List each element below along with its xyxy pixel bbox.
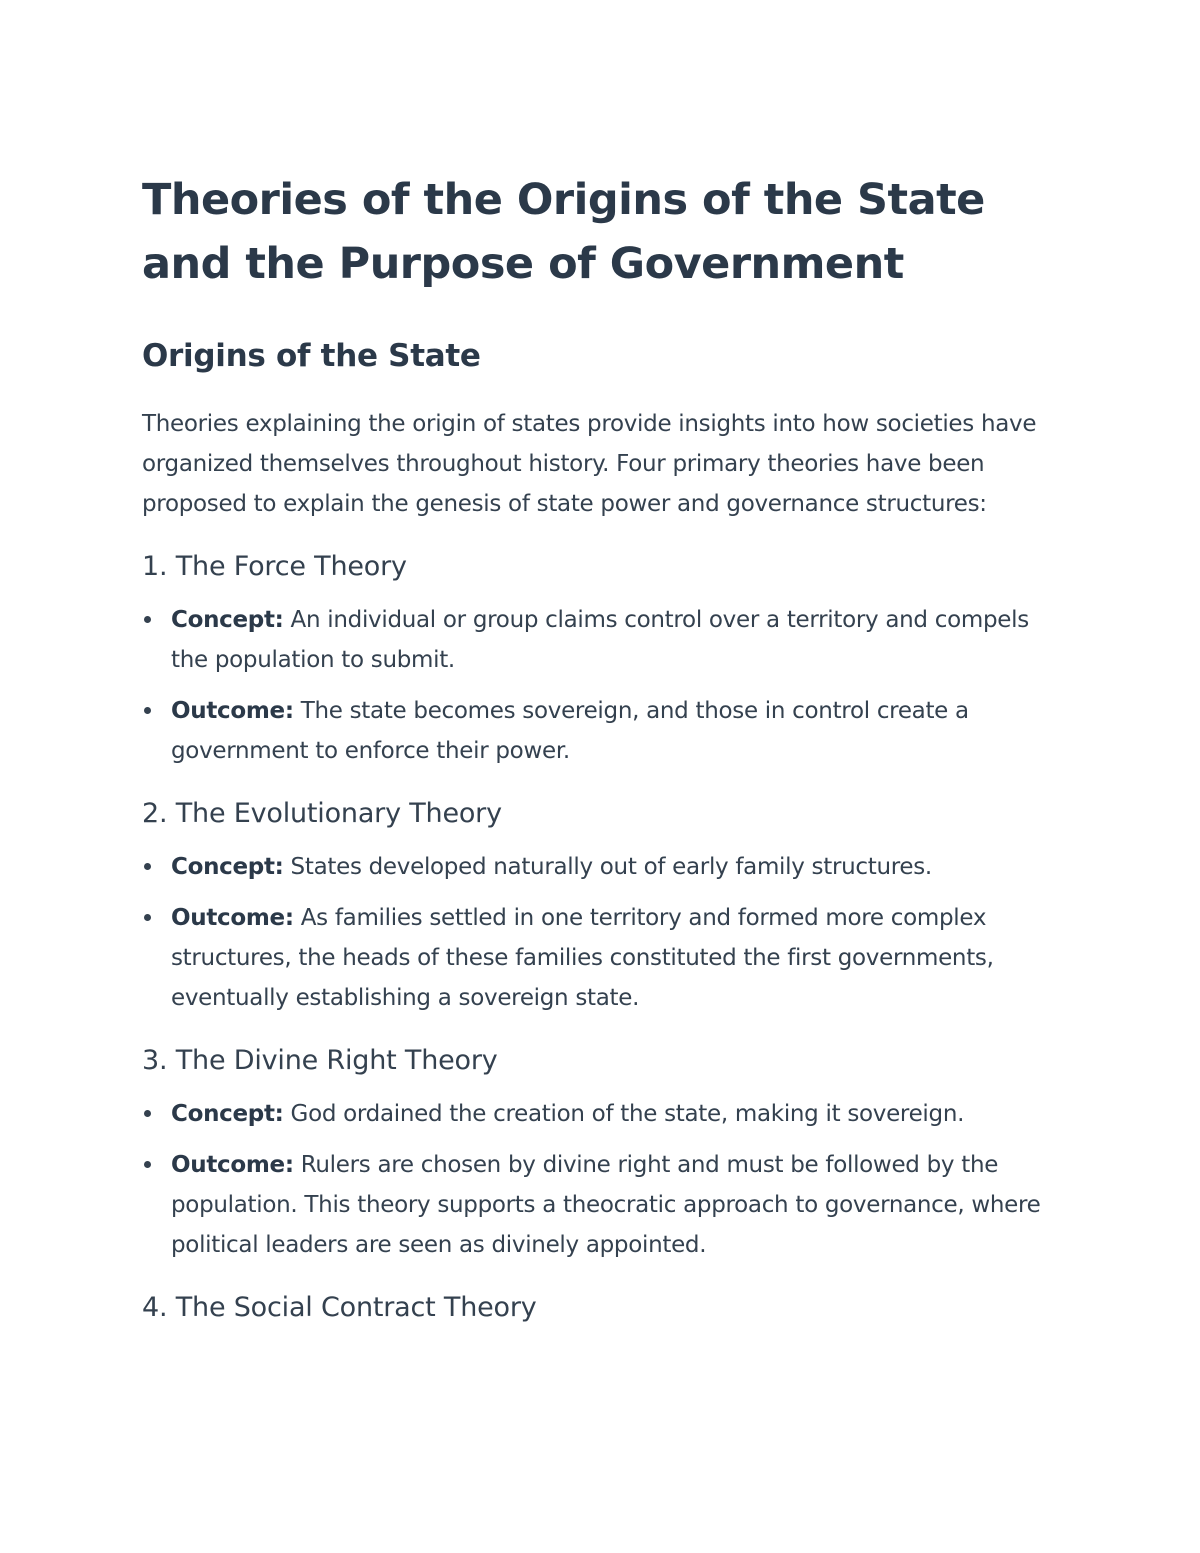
- intro-paragraph: Theories explaining the origin of states provide insights into how societies have organized themselves throughout history. Four primary theories have been proposed to explain the genesis of state power and governance structures:: [142, 411, 1037, 517]
- section-heading: Origins of the State: [142, 338, 481, 374]
- document-title: Theories of the Origins of the State and the Purpose of Government: [142, 175, 985, 289]
- bullet-icon: [144, 707, 151, 714]
- point-term: Outcome:: [171, 698, 294, 724]
- theory-heading: 4. The Social Contract Theory: [142, 1292, 537, 1323]
- list-item: [142, 898, 1072, 1018]
- point-term: Outcome:: [171, 905, 294, 931]
- theory-force: [142, 544, 1072, 771]
- list-item: [142, 691, 1072, 771]
- bullet-icon: [144, 863, 151, 870]
- theory-points: [142, 600, 1072, 771]
- list-item: [142, 1145, 1072, 1265]
- theory-divine-right: [142, 1038, 1072, 1265]
- list-item: [142, 847, 1072, 887]
- point-term: Concept:: [171, 854, 284, 880]
- list-item: [142, 600, 1072, 680]
- theory-heading: 3. The Divine Right Theory: [142, 1045, 498, 1076]
- theory-evolutionary: [142, 791, 1072, 1018]
- document-page: [142, 168, 1072, 1331]
- point-term: Concept:: [171, 1101, 284, 1127]
- point-term: Outcome:: [171, 1152, 294, 1178]
- list-item: [142, 1094, 1072, 1134]
- point-text: God ordained the creation of the state, making it sovereign.: [283, 1101, 965, 1127]
- point-text: As families settled in one territory and formed more complex structures, the heads of these families constituted the first governments, eventually establishing a sovereign state.: [171, 905, 994, 1011]
- theory-heading: 1. The Force Theory: [142, 551, 407, 582]
- bullet-icon: [144, 616, 151, 623]
- bullet-icon: [144, 914, 151, 921]
- point-text: An individual or group claims control over a territory and compels the population to submit.: [171, 607, 1029, 673]
- point-term: Concept:: [171, 607, 284, 633]
- theory-points: [142, 1094, 1072, 1265]
- bullet-icon: [144, 1161, 151, 1168]
- point-text: Rulers are chosen by divine right and must be followed by the population. This theory supports a theocratic approach to governance, where political leaders are seen as divinely appointed.: [171, 1152, 1041, 1258]
- theory-heading: 2. The Evolutionary Theory: [142, 798, 502, 829]
- bullet-icon: [144, 1110, 151, 1117]
- theory-social-contract: [142, 1285, 1072, 1331]
- theory-points: [142, 847, 1072, 1018]
- point-text: The state becomes sovereign, and those in control create a government to enforce their power.: [171, 698, 969, 764]
- point-text: States developed naturally out of early family structures.: [283, 854, 932, 880]
